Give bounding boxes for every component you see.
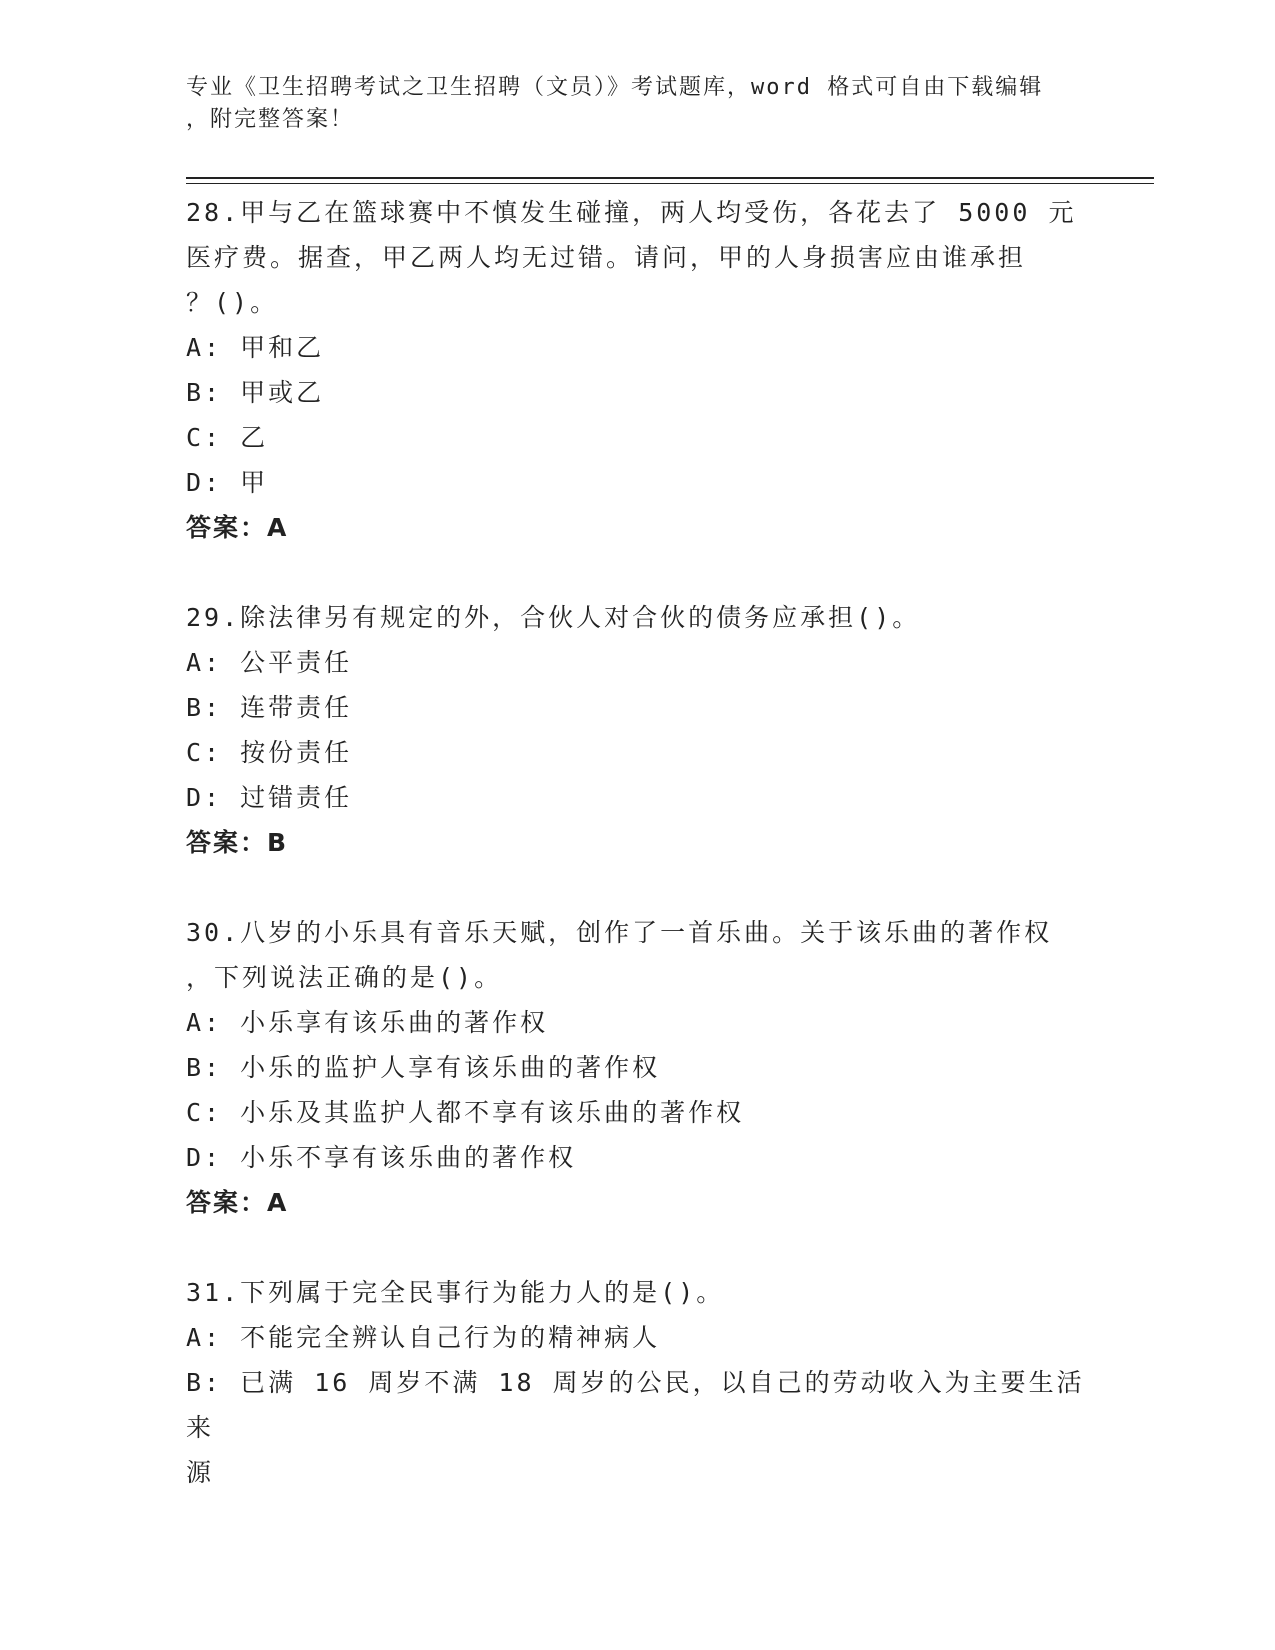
document-header (186, 72, 1066, 136)
option-d: D: 过错责任 (186, 783, 353, 812)
option-d: D: 甲 (186, 468, 269, 497)
question-stem-line: 31.下列属于完全民事行为能力人的是()。 (186, 1278, 725, 1307)
question-30 (186, 910, 1086, 1270)
header-intro-line-1: 专业《卫生招聘考试之卫生招聘（文员）》考试题库，word 格式可自由下载编辑 (186, 75, 1044, 100)
question-29 (186, 595, 1086, 910)
option-b: B: 甲或乙 (186, 378, 325, 407)
option-b-continued: 源 (186, 1458, 215, 1487)
question-31 (186, 1270, 1086, 1495)
option-a: A: 不能完全辨认自己行为的精神病人 (186, 1323, 661, 1352)
option-a: A: 公平责任 (186, 648, 353, 677)
option-d: D: 小乐不享有该乐曲的著作权 (186, 1143, 577, 1172)
question-stem-line: 28.甲与乙在篮球赛中不慎发生碰撞，两人均受伤，各花去了 5000 元 (186, 198, 1077, 227)
option-b: B: 连带责任 (186, 693, 353, 722)
question-stem-line: ，下列说法正确的是()。 (186, 963, 503, 992)
option-a: A: 甲和乙 (186, 333, 325, 362)
answer-label: 答案：A (186, 513, 289, 542)
question-list (186, 190, 1086, 1495)
option-b: B: 已满 16 周岁不满 18 周岁的公民，以自己的劳动收入为主要生活来 (186, 1368, 1085, 1442)
option-a: A: 小乐享有该乐曲的著作权 (186, 1008, 549, 1037)
question-spacer (186, 550, 1086, 595)
question-stem-line: 29.除法律另有规定的外，合伙人对合伙的债务应承担()。 (186, 603, 921, 632)
option-b: B: 小乐的监护人享有该乐曲的著作权 (186, 1053, 661, 1082)
option-c: C: 乙 (186, 423, 269, 452)
option-c: C: 按份责任 (186, 738, 353, 767)
question-spacer (186, 865, 1086, 910)
question-stem-line: 30.八岁的小乐具有音乐天赋，创作了一首乐曲。关于该乐曲的著作权 (186, 918, 1053, 947)
answer-label: 答案：B (186, 828, 289, 857)
option-c: C: 小乐及其监护人都不享有该乐曲的著作权 (186, 1098, 745, 1127)
question-stem-line: ？()。 (186, 288, 279, 317)
header-intro-line-2: ，附完整答案！ (186, 107, 355, 132)
header-divider-thick (186, 177, 1154, 179)
question-stem-line: 医疗费。据查，甲乙两人均无过错。请问，甲的人身损害应由谁承担 (186, 243, 1027, 272)
question-spacer (186, 1225, 1086, 1270)
answer-label: 答案：A (186, 1188, 289, 1217)
question-28 (186, 190, 1086, 595)
header-divider-thin (186, 183, 1154, 184)
